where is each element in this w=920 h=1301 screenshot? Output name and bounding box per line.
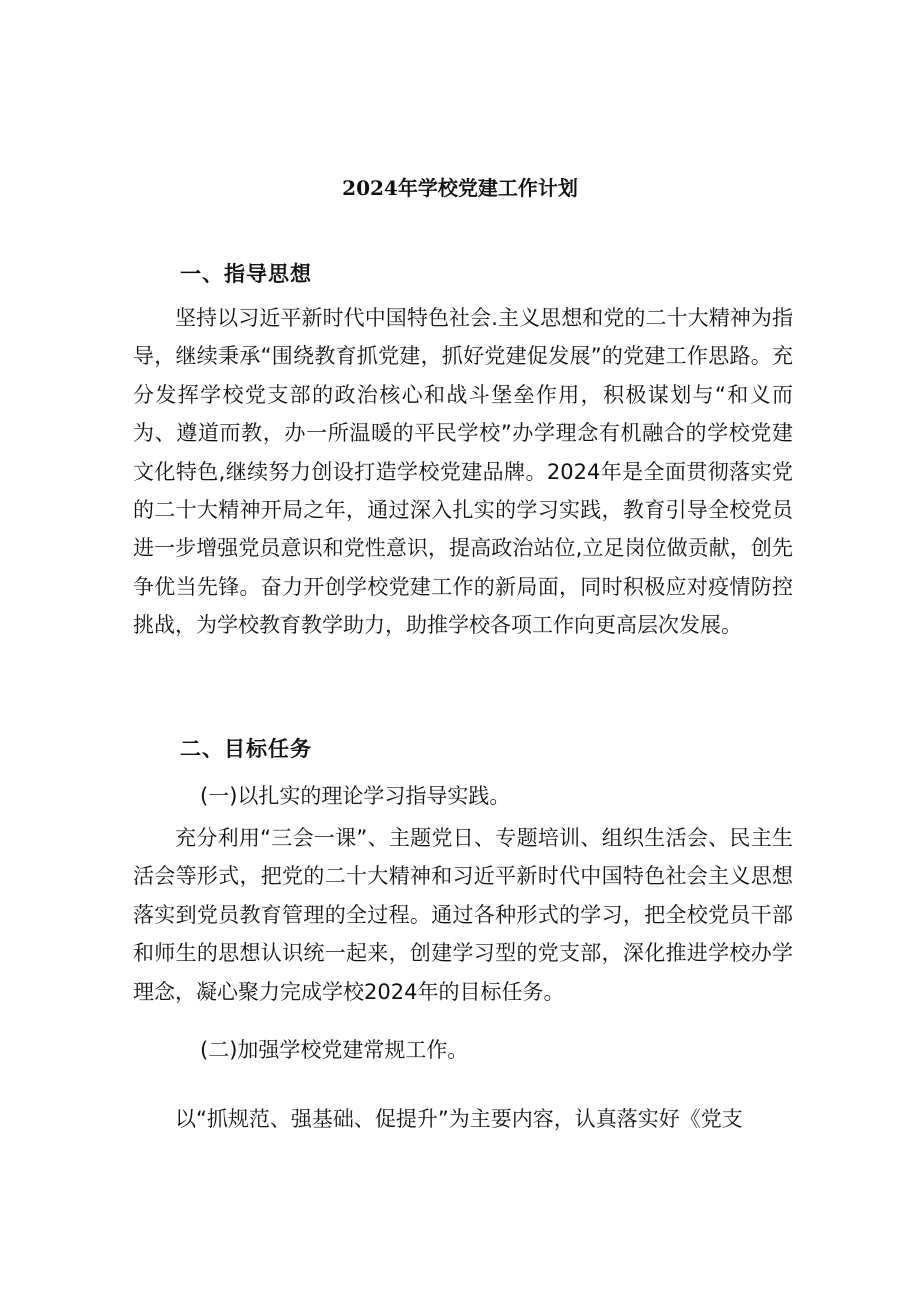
- section-heading-goals-tasks: 二、目标任务: [180, 737, 312, 761]
- paragraph-routine-work: 以“抓规范、强基础、促提升”为主要内容，认真落实好《党支: [175, 1107, 743, 1131]
- subheading-theory-study: (一)以扎实的理论学习指导实践。: [200, 784, 511, 808]
- document-title: 2024年学校党建工作计划: [342, 176, 578, 200]
- paragraph-guiding-ideology: 坚持以习近平新时代中国特色社会.主义思想和党的二十大精神为指导，继续秉承“围绕教育抓党建，抓好党建促发展”的党建工作思路。充分发挥学校党支部的政治核心和战斗堡垒作用，积极谋划与“和义而为、遵道而教，办一所温暖的平民学校”办学理念有机融合的学校党建文化特色,继续努力创设打造学校党建品牌。2024年是全面贯彻落实党的二十大精神开局之年，通过深入扎实的学习实践，教育引导全校党员进一步增强党员意识和党性意识，提高政治站位,立足岗位做贡献，创先争优当先锋。奋力开创学校党建工作的新局面，同时积极应对疫情防控挑战，为学校教育教学助力，助推学校各项工作向更高层次发展。: [133, 306, 793, 638]
- paragraph-theory-study: 充分利用“三会一课”、主题党日、专题培训、组织生活会、民主生活会等形式，把党的二十大精神和习近平新时代中国特色社会主义思想落实到党员教育管理的全过程。通过各种形式的学习，把全校党员干部和师生的思想认识统一起来，创建学习型的党支部，深化推进学校办学理念，凝心聚力完成学校2024年的目标任务。: [133, 826, 793, 1004]
- subheading-routine-work: (二)加强学校党建常规工作。: [200, 1038, 469, 1062]
- section-heading-guiding-ideology: 一、指导思想: [180, 262, 312, 286]
